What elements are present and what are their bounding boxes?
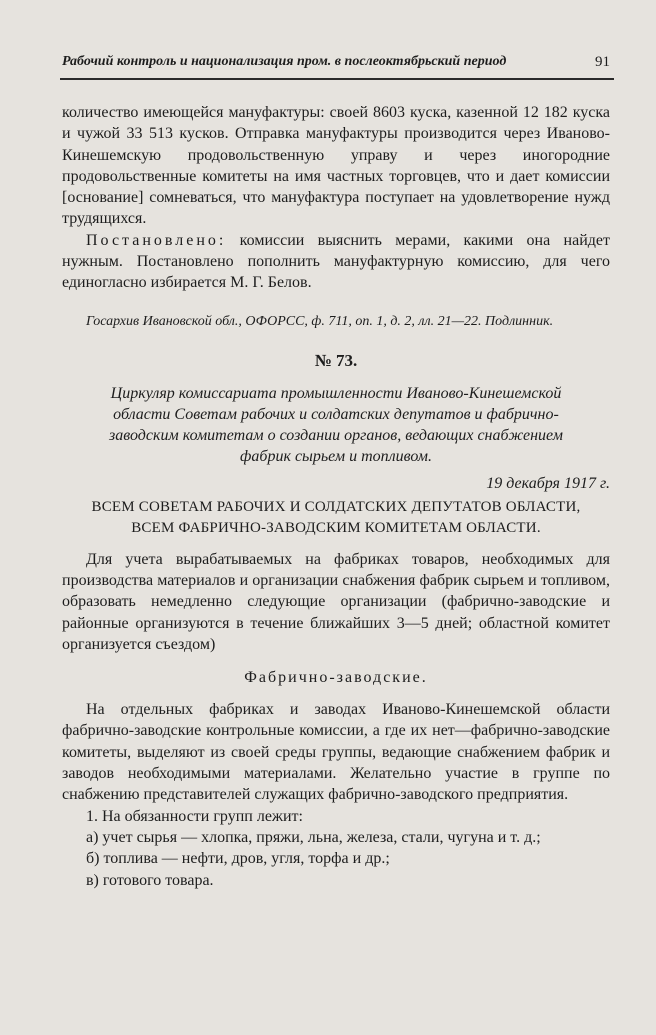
header-rule bbox=[60, 78, 614, 80]
list-item: б) топлива — нефти, дров, угля, торфа и др.; bbox=[86, 850, 390, 868]
document-title: Циркуляр комиссариата промышленности Иваново-Кинешемской области Советам рабочих и солдатских депутатов и фабрично-заводским комитетам о создании органов, ведающих снабжением фабрик сырьем и топливом. bbox=[109, 384, 563, 465]
resolution-text: комиссии выяснить мерами, какими она найдет нужным. Постановлено пополнить мануфактурную комиссию, для чего единогласно избирается М. Г. Белов. bbox=[62, 231, 610, 292]
page-content bbox=[62, 102, 610, 891]
archive-source: Госархив Ивановской обл., ОФОРСС, ф. 711, оп. 1, д. 2, лл. 21—22. Подлинник. bbox=[86, 313, 554, 329]
running-title: Рабочий контроль и национализация пром. в послеоктябрьский период bbox=[62, 54, 507, 69]
paragraph-organization: Для учета вырабатываемых на фабриках товаров, необходимых для производства материалов и организации снабжения фабрик сырьем и топливом, образовать немедленно следующие организации (фабрично-заводские и районные организуются в течение ближайших 3—5 дней; областной комитет организуется съездом) bbox=[62, 550, 610, 653]
document-number: № 73. bbox=[314, 350, 358, 370]
list-intro: 1. На обязанности групп лежит: bbox=[86, 807, 303, 825]
list-item: а) учет сырья — хлопка, пряжи, льна, железа, стали, чугуна и т. д.; bbox=[86, 828, 541, 846]
document-date: 19 декабря 1917 г. bbox=[486, 474, 610, 492]
section-subheading: Фабрично-заводские. bbox=[244, 669, 428, 687]
paragraph-resolution bbox=[62, 230, 610, 294]
spacer bbox=[62, 539, 610, 549]
resolution-label: Постановлено: bbox=[86, 231, 227, 249]
list-item: в) готового товара. bbox=[86, 871, 214, 889]
page-number: 91 bbox=[595, 54, 610, 70]
address-line-1: ВСЕМ СОВЕТАМ РАБОЧИХ И СОЛДАТСКИХ ДЕПУТАТОВ ОБЛАСТИ, bbox=[91, 498, 581, 515]
paragraph-manufacture-count: количество имеющейся мануфактуры: своей 8603 куска, казенной 12 182 куска и чужой 33 513 кусков. Отправка мануфактуры производится через Иваново-Кинешемскую продовольственную управу и через иногородние продовольственные комитеты на имя частных торговцев, что и дает комиссии [основание] сомневаться, что мануфактура поступает на удовлетворение нужд трудящихся. bbox=[62, 104, 610, 228]
address-line-2: ВСЕМ ФАБРИЧНО-ЗАВОДСКИМ КОМИТЕТАМ ОБЛАСТИ. bbox=[131, 519, 541, 536]
paragraph-factory-groups: На отдельных фабриках и заводах Иваново-Кинешемской области фабрично-заводские контрольные комиссии, а где их нет—фабрично-заводские комитеты, выделяют из своей среды группы, ведающие снабжением фабрик и заводов необходимыми материалами. Желательно участие в группе по снабжению представителей служащих фабрично-заводского предприятия. bbox=[62, 701, 610, 804]
